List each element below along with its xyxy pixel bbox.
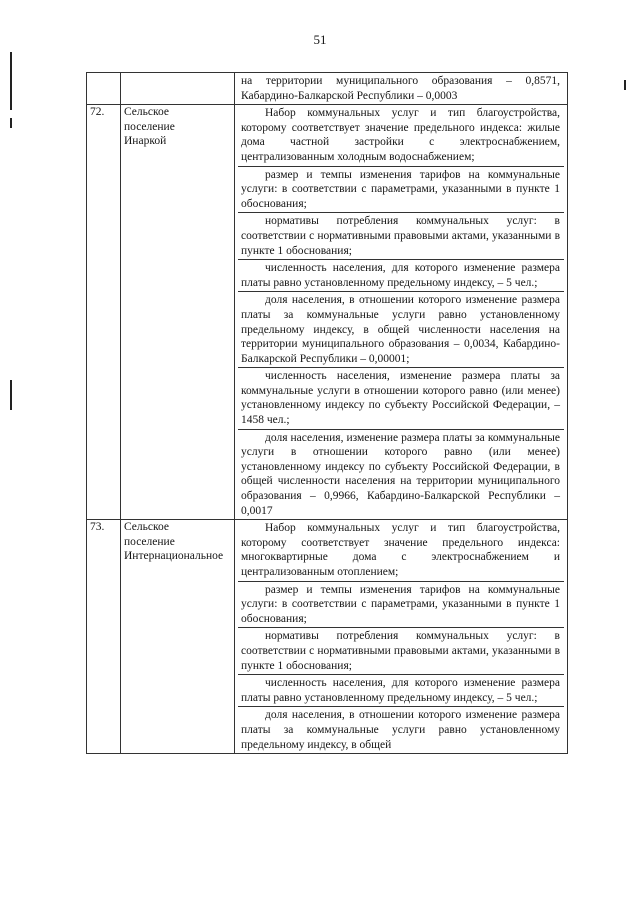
row-number-cell <box>87 73 121 105</box>
table-row <box>87 105 568 520</box>
population-at-or-below-regional-index: численность населения, изменение размера платы за коммунальные услуги в отношении которого равно (или менее) установленному индексу по субъекту Российской Федерации, – 1458 чел.; <box>238 367 564 428</box>
tariff-change-rates: размер и темпы изменения тарифов на коммунальные услуги: в соответствии с параметрами, указанными в пункте 1 обоснования; <box>238 166 564 213</box>
scan-edge-mark <box>624 80 626 90</box>
description-cell <box>235 73 568 105</box>
settlement-name: Сельское поселение Интернациональное <box>121 520 235 754</box>
utility-services-set: Набор коммунальных услуг и тип благоустройства, которому соответствует значение предельного индекса: многоквартирные дома с электроснабжением и централизованным отоплением; <box>241 522 560 578</box>
description-cell <box>235 105 568 520</box>
page-number: 51 <box>313 32 327 47</box>
settlement-name: Сельское поселение Инаркой <box>121 105 235 520</box>
population-share-at-limit-index: доля населения, в отношении которого изменение размера платы за коммунальные услуги равно установленному предельному индексу, в общей численности населения на территории муниципального образования – 0,0034, Кабардино-Балкарской Республики – 0,00001; <box>238 291 564 367</box>
scan-edge-mark <box>10 52 12 110</box>
population-share-at-limit-index: доля населения, в отношении которого изменение размера платы за коммунальные услуги равно установленному предельному индексу, в общей <box>238 706 564 753</box>
table-row <box>87 520 568 754</box>
population-at-limit-index: численность населения, для которого изменение размера платы равно установленному предельному индексу, – 5 чел.; <box>238 259 564 291</box>
consumption-norms: нормативы потребления коммунальных услуг: в соответствии с нормативными правовыми актами, указанными в пункте 1 обоснования; <box>238 212 564 259</box>
row-number: 72. <box>87 105 121 520</box>
population-share-at-or-below-regional-index: доля населения, изменение размера платы за коммунальные услуги в отношении которого равно (или менее) установленному индексу по субъекту Российской Федерации, в общей численности населения на территории муниципального образования – 0,9966, Кабардино-Балкарской Республики – 0,0017 <box>238 429 564 520</box>
consumption-norms: нормативы потребления коммунальных услуг: в соответствии с нормативными правовыми актами, указанными в пункте 1 обоснования; <box>238 627 564 674</box>
table-row-continuation <box>87 73 568 105</box>
continuation-text: на территории муниципального образования – 0,8571, Кабардино-Балкарской Республики – 0,0003 <box>241 75 560 102</box>
tariff-index-table <box>86 72 568 754</box>
population-at-limit-index: численность населения, для которого изменение размера платы равно установленному предельному индексу, – 5 чел.; <box>238 674 564 706</box>
tariff-change-rates: размер и темпы изменения тарифов на коммунальные услуги: в соответствии с параметрами, указанными в пункте 1 обоснования; <box>238 581 564 628</box>
row-number: 73. <box>87 520 121 754</box>
description-cell <box>235 520 568 754</box>
settlement-name-cell <box>121 73 235 105</box>
scan-edge-mark <box>10 380 12 410</box>
utility-services-set: Набор коммунальных услуг и тип благоустройства, которому соответствует значение предельного индекса: жилые дома частной застройки с электроснабжением, централизованным холодным водоснабжением; <box>241 107 560 163</box>
scan-edge-mark <box>10 118 12 128</box>
